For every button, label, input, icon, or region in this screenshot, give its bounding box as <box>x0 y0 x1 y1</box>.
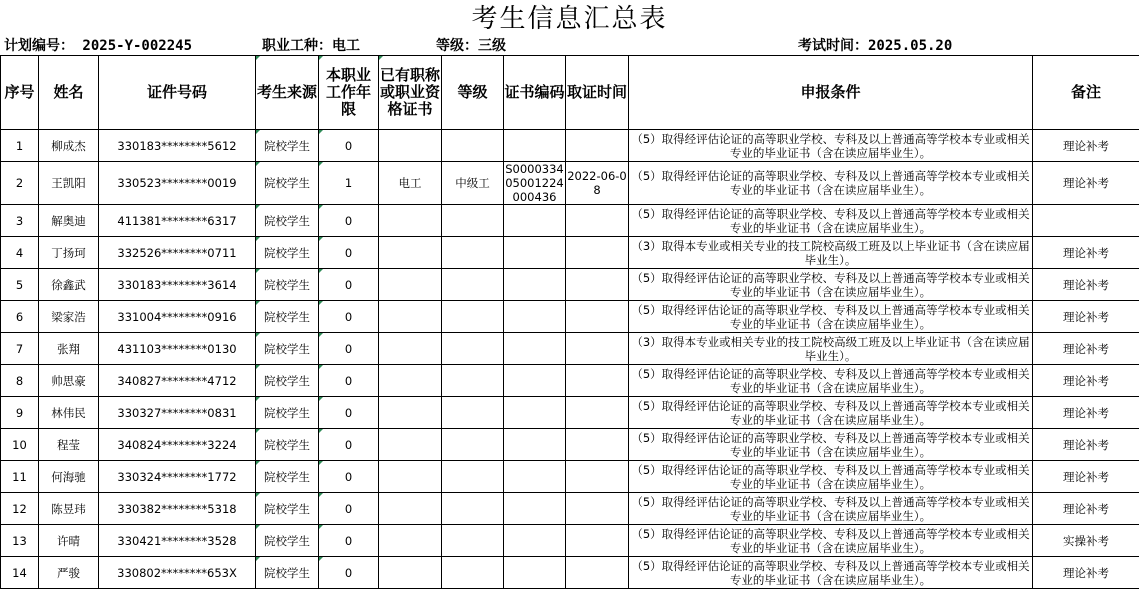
cell-grade[interactable] <box>442 365 504 397</box>
cell-cert[interactable] <box>379 301 442 333</box>
cell-note[interactable] <box>1033 205 1139 237</box>
cell-condition[interactable]: （5）取得经评估论证的高等职业学校、专科及以上普通高等学校本专业或相关专业的毕业证书（含在读应届毕业生）。 <box>629 130 1033 162</box>
col-header-cert[interactable]: 已有职称或职业资格证书 <box>379 56 442 130</box>
cell-code[interactable] <box>504 205 566 237</box>
cell-years[interactable]: 1 <box>319 162 379 205</box>
cell-name[interactable]: 何海驰 <box>39 461 99 493</box>
cell-date[interactable] <box>566 333 629 365</box>
cell-cert[interactable] <box>379 525 442 557</box>
cell-name[interactable]: 程莹 <box>39 429 99 461</box>
cell-condition[interactable]: （3）取得本专业或相关专业的技工院校高级工班及以上毕业证书（含在读应届毕业生）。 <box>629 333 1033 365</box>
cell-id[interactable]: 330382********5318 <box>99 493 256 525</box>
cell-id[interactable]: 330802********653X <box>99 557 256 589</box>
cell-no[interactable]: 9 <box>1 397 39 429</box>
cell-date[interactable] <box>566 461 629 493</box>
cell-name[interactable]: 严骏 <box>39 557 99 589</box>
cell-years[interactable]: 0 <box>319 333 379 365</box>
cell-cert[interactable] <box>379 461 442 493</box>
cell-date[interactable] <box>566 397 629 429</box>
cell-years[interactable]: 0 <box>319 130 379 162</box>
cell-code[interactable] <box>504 333 566 365</box>
cell-cert[interactable]: 电工 <box>379 162 442 205</box>
exam-date: 考试时间：2025.05.20 <box>798 38 953 54</box>
cell-condition[interactable]: （5）取得经评估论证的高等职业学校、专科及以上普通高等学校本专业或相关专业的毕业证书（含在读应届毕业生）。 <box>629 429 1033 461</box>
cell-date[interactable] <box>566 557 629 589</box>
cell-id[interactable]: 330421********3528 <box>99 525 256 557</box>
cell-name[interactable]: 张翔 <box>39 333 99 365</box>
cell-no[interactable]: 3 <box>1 205 39 237</box>
cell-condition[interactable]: （5）取得经评估论证的高等职业学校、专科及以上普通高等学校本专业或相关专业的毕业证书（含在读应届毕业生）。 <box>629 397 1033 429</box>
cell-note[interactable]: 理论补考 <box>1033 130 1139 162</box>
col-header-note[interactable]: 备注 <box>1033 56 1139 130</box>
cell-note[interactable]: 理论补考 <box>1033 162 1139 205</box>
cell-grade[interactable] <box>442 493 504 525</box>
cell-code[interactable] <box>504 493 566 525</box>
cell-date[interactable] <box>566 269 629 301</box>
cell-id[interactable]: 332526********0711 <box>99 237 256 269</box>
cell-id[interactable]: 411381********6317 <box>99 205 256 237</box>
cell-id[interactable]: 431103********0130 <box>99 333 256 365</box>
table-row <box>1 397 1139 429</box>
cell-id[interactable]: 330523********0019 <box>99 162 256 205</box>
cell-name[interactable]: 王凯阳 <box>39 162 99 205</box>
col-header-source[interactable]: 考生来源 <box>256 56 319 130</box>
cell-date[interactable] <box>566 130 629 162</box>
table-row <box>1 525 1139 557</box>
cell-years[interactable]: 0 <box>319 365 379 397</box>
cell-cert[interactable] <box>379 130 442 162</box>
table-body <box>1 130 1139 589</box>
table-row <box>1 301 1139 333</box>
cell-condition[interactable]: （5）取得经评估论证的高等职业学校、专科及以上普通高等学校本专业或相关专业的毕业证书（含在读应届毕业生）。 <box>629 525 1033 557</box>
cell-source[interactable]: 院校学生 <box>256 205 319 237</box>
table-row <box>1 557 1139 589</box>
cell-date[interactable]: 2022-06-08 <box>566 162 629 205</box>
sheet-title: 考生信息汇总表 <box>471 4 668 34</box>
cell-grade[interactable]: 中级工 <box>442 162 504 205</box>
cell-source[interactable]: 院校学生 <box>256 461 319 493</box>
cell-source[interactable]: 院校学生 <box>256 525 319 557</box>
cell-cert[interactable] <box>379 237 442 269</box>
table-row <box>1 130 1139 162</box>
cell-note[interactable]: 理论补考 <box>1033 461 1139 493</box>
cell-condition[interactable]: （5）取得经评估论证的高等职业学校、专科及以上普通高等学校本专业或相关专业的毕业证书（含在读应届毕业生）。 <box>629 557 1033 589</box>
cell-name[interactable]: 梁家浩 <box>39 301 99 333</box>
cell-years[interactable]: 0 <box>319 301 379 333</box>
table-row <box>1 493 1139 525</box>
cell-cert[interactable] <box>379 493 442 525</box>
cell-name[interactable]: 许晴 <box>39 525 99 557</box>
cell-date[interactable] <box>566 365 629 397</box>
table-row <box>1 237 1139 269</box>
cell-name[interactable]: 丁扬珂 <box>39 237 99 269</box>
cell-condition[interactable]: （5）取得经评估论证的高等职业学校、专科及以上普通高等学校本专业或相关专业的毕业证书（含在读应届毕业生）。 <box>629 205 1033 237</box>
cell-note[interactable]: 理论补考 <box>1033 333 1139 365</box>
level-label: 等级：三级 <box>436 38 506 54</box>
cell-date[interactable] <box>566 525 629 557</box>
cell-cert[interactable] <box>379 365 442 397</box>
cell-years[interactable]: 0 <box>319 237 379 269</box>
cell-date[interactable] <box>566 301 629 333</box>
cell-condition[interactable]: （5）取得经评估论证的高等职业学校、专科及以上普通高等学校本专业或相关专业的毕业证书（含在读应届毕业生）。 <box>629 365 1033 397</box>
cell-grade[interactable] <box>442 205 504 237</box>
cell-cert[interactable] <box>379 333 442 365</box>
cell-note[interactable]: 理论补考 <box>1033 301 1139 333</box>
cell-cert[interactable] <box>379 269 442 301</box>
cell-cert[interactable] <box>379 205 442 237</box>
cell-note[interactable]: 理论补考 <box>1033 269 1139 301</box>
cell-source[interactable]: 院校学生 <box>256 333 319 365</box>
cell-years[interactable]: 0 <box>319 429 379 461</box>
cell-source[interactable]: 院校学生 <box>256 269 319 301</box>
cell-grade[interactable] <box>442 525 504 557</box>
cell-name[interactable]: 陈昱玮 <box>39 493 99 525</box>
cell-cert[interactable] <box>379 557 442 589</box>
cell-source[interactable]: 院校学生 <box>256 493 319 525</box>
cell-name[interactable]: 林伟民 <box>39 397 99 429</box>
cell-code[interactable] <box>504 237 566 269</box>
cell-condition[interactable]: （5）取得经评估论证的高等职业学校、专科及以上普通高等学校本专业或相关专业的毕业证书（含在读应届毕业生）。 <box>629 461 1033 493</box>
cell-no[interactable]: 8 <box>1 365 39 397</box>
trade-label: 职业工种：电工 <box>262 38 360 54</box>
cell-id[interactable]: 340827********4712 <box>99 365 256 397</box>
cell-no[interactable]: 5 <box>1 269 39 301</box>
cell-note[interactable]: 理论补考 <box>1033 365 1139 397</box>
cell-grade[interactable] <box>442 333 504 365</box>
cell-grade[interactable] <box>442 429 504 461</box>
cell-no[interactable]: 1 <box>1 130 39 162</box>
cell-source[interactable]: 院校学生 <box>256 162 319 205</box>
cell-grade[interactable] <box>442 237 504 269</box>
cell-code[interactable] <box>504 557 566 589</box>
col-header-grade[interactable]: 等级 <box>442 56 504 130</box>
cell-no[interactable]: 10 <box>1 429 39 461</box>
cell-no[interactable]: 7 <box>1 333 39 365</box>
cell-id[interactable]: 330324********1772 <box>99 461 256 493</box>
cell-condition[interactable]: （5）取得经评估论证的高等职业学校、专科及以上普通高等学校本专业或相关专业的毕业证书（含在读应届毕业生）。 <box>629 162 1033 205</box>
col-header-id[interactable]: 证件号码 <box>99 56 256 130</box>
cell-source[interactable]: 院校学生 <box>256 397 319 429</box>
cell-note[interactable]: 实操补考 <box>1033 525 1139 557</box>
table-row <box>1 162 1139 205</box>
cell-no[interactable]: 12 <box>1 493 39 525</box>
col-header-date[interactable]: 取证时间 <box>566 56 629 130</box>
cell-condition[interactable]: （5）取得经评估论证的高等职业学校、专科及以上普通高等学校本专业或相关专业的毕业证书（含在读应届毕业生）。 <box>629 269 1033 301</box>
cell-no[interactable]: 13 <box>1 525 39 557</box>
cell-years[interactable]: 0 <box>319 397 379 429</box>
cell-grade[interactable] <box>442 397 504 429</box>
cell-code[interactable]: S000033405001224000436 <box>505 162 564 204</box>
cell-name[interactable]: 柳成杰 <box>39 130 99 162</box>
col-header-condition[interactable]: 申报条件 <box>629 56 1033 130</box>
cell-source[interactable]: 院校学生 <box>256 557 319 589</box>
cell-code[interactable] <box>504 301 566 333</box>
cell-code[interactable] <box>504 525 566 557</box>
cell-condition[interactable]: （5）取得经评估论证的高等职业学校、专科及以上普通高等学校本专业或相关专业的毕业证书（含在读应届毕业生）。 <box>629 493 1033 525</box>
col-header-code[interactable]: 证书编码 <box>504 56 566 130</box>
cell-id[interactable]: 340824********3224 <box>99 429 256 461</box>
cell-years[interactable]: 0 <box>319 269 379 301</box>
col-header-years[interactable]: 本职业工作年限 <box>319 56 379 130</box>
cell-no[interactable]: 2 <box>1 162 39 205</box>
cell-note[interactable]: 理论补考 <box>1033 429 1139 461</box>
cell-date[interactable] <box>566 205 629 237</box>
cell-source[interactable]: 院校学生 <box>256 237 319 269</box>
col-header-no[interactable]: 序号 <box>1 56 39 130</box>
cell-date[interactable] <box>566 429 629 461</box>
table-row <box>1 461 1139 493</box>
cell-condition[interactable]: （5）取得经评估论证的高等职业学校、专科及以上普通高等学校本专业或相关专业的毕业证书（含在读应届毕业生）。 <box>629 301 1033 333</box>
cell-note[interactable]: 理论补考 <box>1033 397 1139 429</box>
table-row <box>1 333 1139 365</box>
cell-id[interactable]: 331004********0916 <box>99 301 256 333</box>
cell-id[interactable]: 330183********3614 <box>99 269 256 301</box>
cell-grade[interactable] <box>442 130 504 162</box>
cell-name[interactable]: 帅思豪 <box>39 365 99 397</box>
cell-no[interactable]: 11 <box>1 461 39 493</box>
table-row <box>1 429 1139 461</box>
table-header <box>1 56 1139 130</box>
cell-no[interactable]: 6 <box>1 301 39 333</box>
cell-source[interactable]: 院校学生 <box>256 365 319 397</box>
cell-grade[interactable] <box>442 557 504 589</box>
cell-cert[interactable] <box>379 397 442 429</box>
cell-years[interactable]: 0 <box>319 493 379 525</box>
cell-years[interactable]: 0 <box>319 525 379 557</box>
cell-years[interactable]: 0 <box>319 461 379 493</box>
table-row <box>1 365 1139 397</box>
col-header-name[interactable]: 姓名 <box>39 56 99 130</box>
cell-name[interactable]: 徐鑫武 <box>39 269 99 301</box>
cell-grade[interactable] <box>442 301 504 333</box>
cell-id[interactable]: 330327********0831 <box>99 397 256 429</box>
cell-grade[interactable] <box>442 269 504 301</box>
cell-no[interactable]: 14 <box>1 557 39 589</box>
cell-source[interactable]: 院校学生 <box>256 130 319 162</box>
cell-grade[interactable] <box>442 461 504 493</box>
cell-cert[interactable] <box>379 429 442 461</box>
cell-years[interactable]: 0 <box>319 557 379 589</box>
cell-source[interactable]: 院校学生 <box>256 429 319 461</box>
table-row <box>1 205 1139 237</box>
cell-code[interactable] <box>504 461 566 493</box>
cell-date[interactable] <box>566 237 629 269</box>
cell-years[interactable]: 0 <box>319 205 379 237</box>
table-row <box>1 269 1139 301</box>
cell-name[interactable]: 解奥迪 <box>39 205 99 237</box>
cell-code[interactable] <box>504 397 566 429</box>
cell-date[interactable] <box>566 493 629 525</box>
cell-code[interactable] <box>504 269 566 301</box>
plan-number: 计划编号： 2025-Y-002245 <box>4 38 193 54</box>
cell-condition[interactable]: （3）取得本专业或相关专业的技工院校高级工班及以上毕业证书（含在读应届毕业生）。 <box>629 237 1033 269</box>
cell-id[interactable]: 330183********5612 <box>99 130 256 162</box>
cell-code[interactable] <box>504 429 566 461</box>
cell-note[interactable]: 理论补考 <box>1033 557 1139 589</box>
cell-source[interactable]: 院校学生 <box>256 301 319 333</box>
cell-note[interactable]: 理论补考 <box>1033 493 1139 525</box>
cell-code[interactable] <box>504 130 566 162</box>
cell-code[interactable] <box>504 365 566 397</box>
cell-no[interactable]: 4 <box>1 237 39 269</box>
cell-note[interactable]: 理论补考 <box>1033 237 1139 269</box>
candidate-table <box>0 55 1139 589</box>
